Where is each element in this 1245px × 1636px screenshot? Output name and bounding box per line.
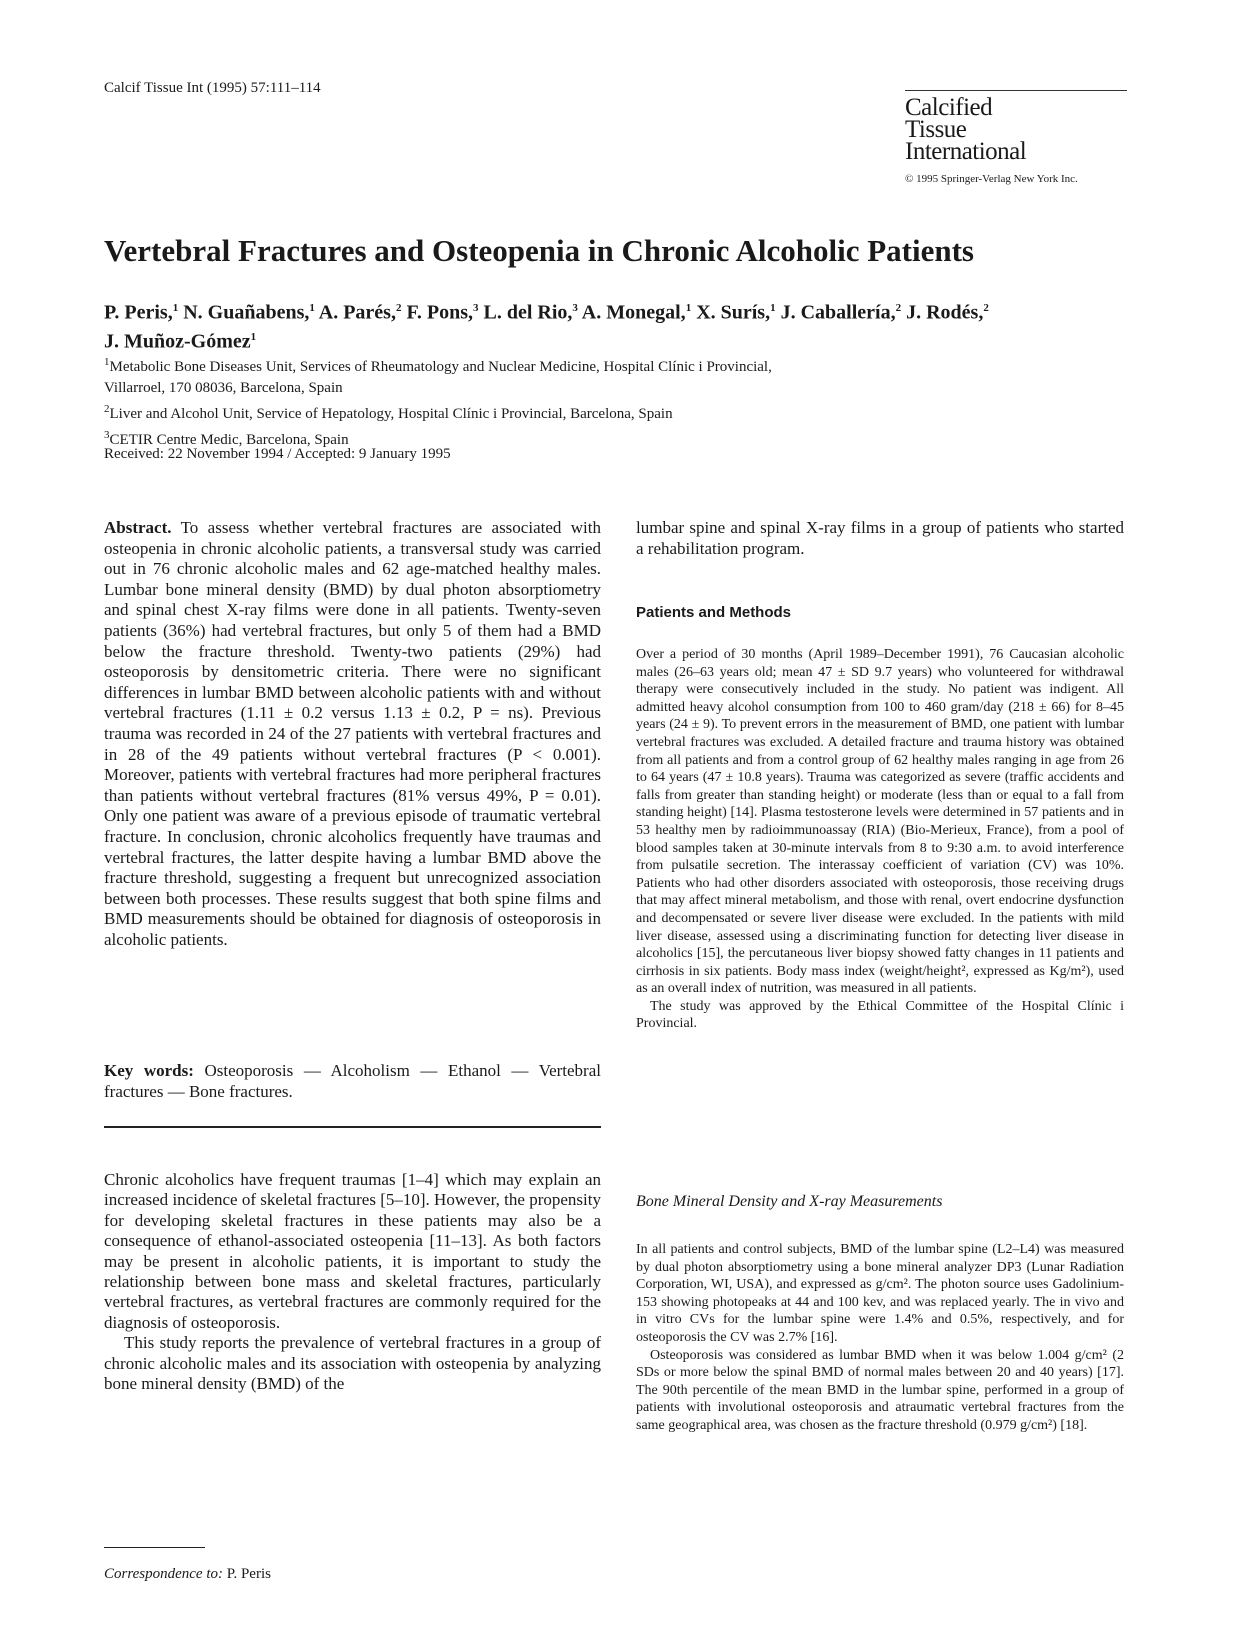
abstract	[104, 518, 601, 950]
intro-paragraph-2: This study reports the prevalence of vertebral fractures in a group of chronic alcoholic males and its association with osteopenia by analyzing bone mineral density (BMD) of the	[104, 1333, 601, 1394]
author: X. Surís,	[696, 301, 771, 324]
journal-rule	[905, 90, 1127, 91]
keywords	[104, 1061, 601, 1102]
author: A. Monegal,	[581, 301, 686, 324]
author-affiliation-mark: 3	[472, 302, 479, 314]
keywords-label: Key words:	[104, 1061, 194, 1080]
bmd-paragraph-1: In all patients and control subjects, BMD of the lumbar spine (L2–L4) was measured by dual photon absorptiometry using a bone mineral analyzer DP3 (Lunar Radiation Corporation, WI, USA), and expressed as g/cm². The photon source uses Gadolinium-153 showing photopeaks at 44 and 100 kev, and was replaced yearly. The in vivo and in vitro CVs for the lumbar spine were 1.4% and 0.5%, respectively, and for osteoporosis the CV was 2.7% [16].	[636, 1242, 1124, 1345]
affiliation-line: $^2$Liver and Alcohol Unit, Service of Hepatology, Hospital Clínic i Provincial, Barcelona, Spain	[104, 403, 673, 422]
author-affiliation-mark: 1	[770, 302, 776, 314]
author-list	[104, 296, 1124, 353]
journal-name-line-2: Tissue	[905, 116, 967, 143]
affiliation-line: $^1$Metabolic Bone Diseases Unit, Services of Rheumatology and Nuclear Medicine, Hospital Clínic i Provincial,	[104, 356, 772, 375]
bmd-body	[636, 1241, 1124, 1435]
abstract-text: To assess whether vertebral fractures are associated with osteopenia in chronic alcoholic patients, a transversal study was carried out in 76 chronic alcoholic males and 62 age-matched healthy males. Lumbar bone mineral density (BMD) by dual photon absorptiometry and spinal chest X-ray films were done in all patients. Twenty-seven patients (36%) had vertebral fractures, but only 5 of them had a BMD below the fracture threshold. Twenty-two patients (29%) had osteoporosis by densitometric criteria. There were no significant differences in lumbar BMD between alcoholic patients with and without vertebral fractures (1.11 ± 0.2 versus 1.13 ± 0.2, P = ns). Previous trauma was recorded in 24 of the 27 patients with vertebral fractures and in 28 of the 49 patients without vertebral fractures (P < 0.001). Moreover, patients with vertebral fractures had more peripheral fractures than patients without vertebral fractures (81% versus 49%, P = 0.01). Only one patient was aware of a previous episode of traumatic vertebral fracture. In conclusion, chronic alcoholics frequently have traumas and vertebral fractures, the latter despite having a lumbar BMD above the fracture threshold, suggesting a frequent but unrecognized association between both processes. These results suggest that both spine films and BMD measurements should be obtained for diagnosis of osteoporosis in alcoholic patients.	[104, 518, 601, 949]
author-affiliation-mark: 1	[172, 302, 179, 314]
affiliation-line: Villarroel, 170 08036, Barcelona, Spain	[104, 380, 343, 396]
author: J. Muñoz-Gómez	[104, 330, 251, 353]
author-affiliation-mark: 1	[685, 302, 692, 314]
intro-paragraph-1: Chronic alcoholics have frequent traumas [1–4] which may explain an increased incidence of skeletal fractures [5–10]. However, the propensity for developing skeletal fractures in these patients may also be a consequence of ethanol-associated osteopenia [11–13]. As both factors may be present in alcoholic patients, it is important to study the relationship between bone mass and skeletal fractures, particularly vertebral fractures, as vertebral fractures are commonly required for the diagnosis of osteoporosis.	[104, 1170, 601, 1332]
author-affiliation-mark: 2	[895, 302, 902, 314]
author: N. Guañabens,	[183, 301, 310, 324]
journal-name-line-3: International	[905, 138, 1027, 165]
author-affiliation-mark: 1	[250, 330, 257, 343]
subsection-heading-bmd: Bone Mineral Density and X-ray Measurements	[636, 1193, 943, 1210]
affiliations	[104, 352, 1124, 451]
author-affiliation-mark: 2	[983, 302, 989, 314]
journal-name-line-1: Calcified	[905, 94, 993, 121]
journal-logo	[905, 90, 1127, 185]
methods-paragraph-2: The study was approved by the Ethical Committee of the Hospital Clínic i Provincial.	[636, 998, 1124, 1032]
journal-citation: Calcif Tissue Int (1995) 57:111–114	[104, 80, 321, 96]
intro-continuation: lumbar spine and spinal X-ray films in a group of patients who started a rehabilitation program.	[636, 518, 1124, 558]
article-title: Vertebral Fractures and Osteopenia in Chronic Alcoholic Patients	[104, 233, 974, 268]
keywords-text: Osteoporosis — Alcoholism — Ethanol — Vertebral fractures — Bone fractures.	[104, 1061, 601, 1101]
correspondence-name: P. Peris	[226, 1566, 271, 1582]
footnote-divider	[104, 1547, 205, 1548]
bmd-paragraph-2: Osteoporosis was considered as lumbar BMD when it was below 1.004 g/cm² (2 SDs or more below the spinal BMD of normal males between 20 and 40 years) [17]. The 90th percentile of the mean BMD in the lumbar spine, performed in a group of patients with involutional osteoporosis and atraumatic vertebral fractures from the same geographical area, was chosen as the fracture threshold (0.979 g/cm²) [18].	[636, 1347, 1124, 1433]
copyright-notice: © 1995 Springer-Verlag New York Inc.	[905, 173, 1078, 185]
author: P. Peris,	[104, 301, 173, 324]
author: F. Pons,	[406, 301, 473, 324]
patients-methods-body	[636, 646, 1124, 1033]
received-accepted-dates: Received: 22 November 1994 / Accepted: 9 January 1995	[104, 446, 451, 462]
abstract-divider	[104, 1126, 601, 1128]
methods-paragraph-1: Over a period of 30 months (April 1989–December 1991), 76 Caucasian alcoholic males (26–63 years old; mean 47 ± SD 9.7 years) who volunteered for withdrawal therapy were consecutively included in the study. No patient was indigent. All admitted heavy alcohol consumption from 100 to 460 gram/day (218 ± 66) for 8–45 years (24 ± 9). To prevent errors in the measurement of BMD, one patient with lumbar vertebral fractures was excluded. A detailed fracture and trauma history was obtained from all patients and from a control group of 62 healthy males ranging in age from 26 to 64 years (47 ± 10.8 years). Trauma was categorized as severe (traffic accidents and falls from greater than standing height) or moderate (less than or equal to a fall from standing height) [14]. Plasma testosterone levels were determined in 57 patients and in 53 healthy men by radioimmunoassay (RIA) (Bio-Merieux, France), from a pool of blood samples taken at 30-minute intervals from 8 to 9:30 a.m. to avoid interference from pulsatile secretion. The interassay coefficient of variation (CV) was 10%. Patients who had other disorders associated with osteoporosis, those receiving drugs that may affect mineral metabolism, and those with renal, overt endocrine dysfunction and decompensated or severe liver disease were excluded. In the patients with mild liver disease, assessed using a discriminating function for detecting liver disease in alcoholics [15], the percutaneous liver biopsy showed fatty changes in 11 patients and cirrhosis in six patients. Body mass index (weight/height², expressed as Kg/m²), used as an overall index of nutrition, was measured in all patients.	[636, 647, 1124, 997]
author-affiliation-mark: 1	[309, 302, 315, 314]
author: J. Rodés,	[906, 301, 984, 324]
introduction	[104, 1170, 601, 1394]
abstract-label: Abstract.	[104, 518, 172, 537]
affiliation-line: $^3$CETIR Centre Medic, Barcelona, Spain	[104, 429, 349, 448]
author: J. Caballería,	[780, 301, 896, 324]
section-heading-patients-methods: Patients and Methods	[636, 604, 792, 621]
author: A. Parés,	[318, 301, 396, 324]
author-affiliation-mark: 2	[395, 302, 402, 314]
author-affiliation-mark: 3	[572, 302, 578, 314]
author: L. del Rio,	[483, 301, 573, 324]
correspondence-label: Correspondence to:	[104, 1566, 224, 1582]
correspondence-note	[104, 1566, 271, 1583]
